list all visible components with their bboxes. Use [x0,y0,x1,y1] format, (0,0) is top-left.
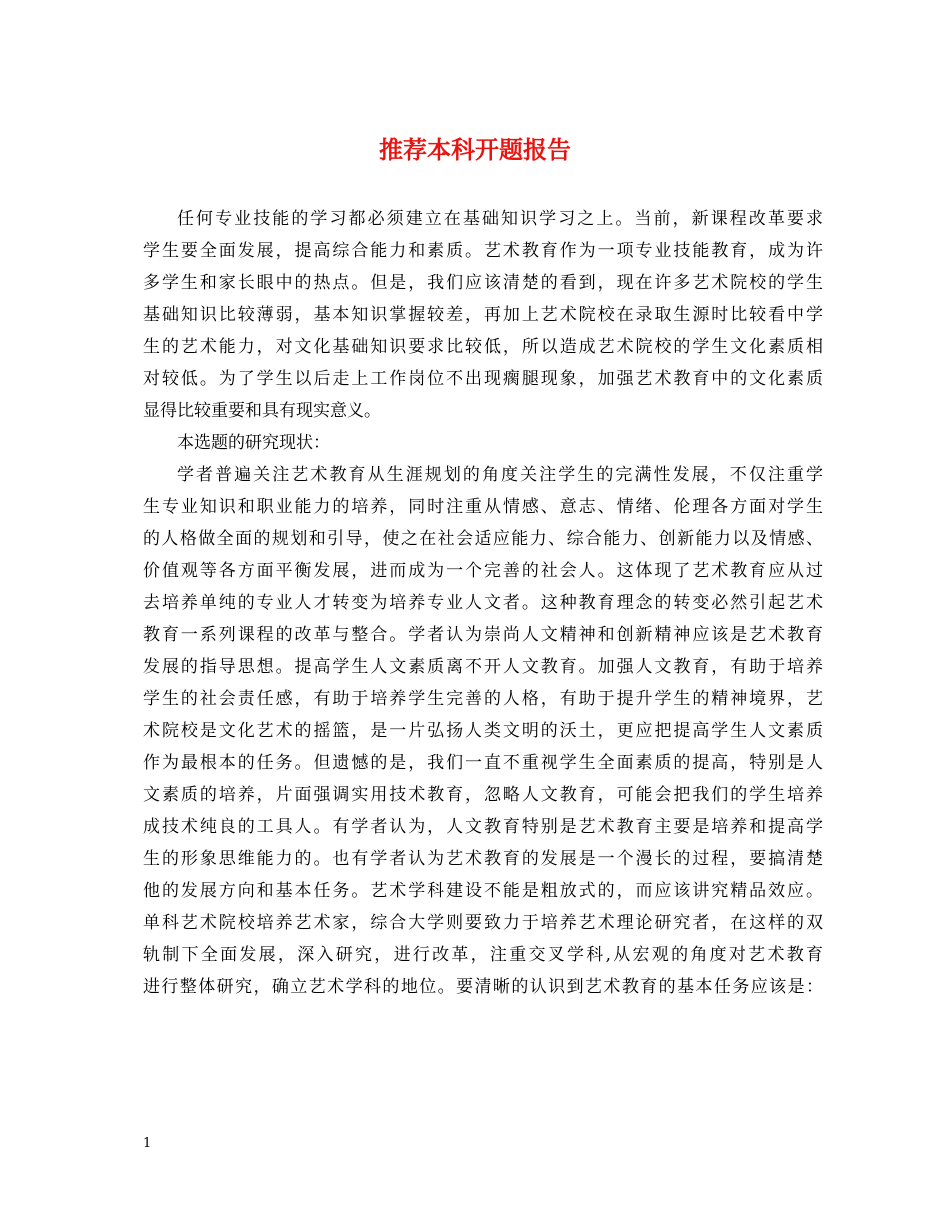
document-title: 推荐本科开题报告 [379,135,571,164]
paragraph-line: 他的发展方向和基本任务。艺术学科建设不能是粗放式的，而应该讲究精品效应。 [143,881,823,901]
paragraph-line: 术院校是文化艺术的摇篮，是一片弘扬人类文明的沃土，更应把提高学生人文素质 [143,721,823,741]
paragraph-line: 生的艺术能力，对文化基础知识要求比较低，所以造成艺术院校的学生文化素质相 [143,337,823,357]
paragraph-line: 基础知识比较薄弱，基本知识掌握较差，再加上艺术院校在录取生源时比较看中学 [143,305,823,325]
paragraph-line: 价值观等各方面平衡发展，进而成为一个完善的社会人。这体现了艺术教育应从过 [143,561,823,581]
paragraph-line: 单科艺术院校培养艺术家，综合大学则要致力于培养艺术理论研究者，在这样的双 [143,913,823,933]
paragraph-line: 发展的指导思想。提高学生人文素质离不开人文教育。加强人文教育，有助于培养 [143,657,823,677]
paragraph-line: 去培养单纯的专业人才转变为培养专业人文者。这种教育理念的转变必然引起艺术 [143,593,823,613]
paragraph-line: 教育一系列课程的改革与整合。学者认为崇尚人文精神和创新精神应该是艺术教育 [143,625,823,645]
paragraph-line: 进行整体研究，确立艺术学科的地位。要清晰的认识到艺术教育的基本任务应该是： [143,977,823,997]
paragraph-line: 成技术纯良的工具人。有学者认为，人文教育特别是艺术教育主要是培养和提高学 [143,817,823,837]
section-heading-line: 本选题的研究现状： [177,433,330,453]
paragraph-line: 文素质的培养，片面强调实用技术教育，忽略人文教育，可能会把我们的学生培养 [143,785,823,805]
paragraph-line: 多学生和家长眼中的热点。但是，我们应该清楚的看到，现在许多艺术院校的学生 [143,273,823,293]
paragraph-line: 任何专业技能的学习都必须建立在基础知识学习之上。当前，新课程改革要求 [177,209,823,229]
paragraph-line: 生的形象思维能力的。也有学者认为艺术教育的发展是一个漫长的过程，要搞清楚 [143,849,823,869]
paragraph-line: 的人格做全面的规划和引导，使之在社会适应能力、综合能力、创新能力以及情感、 [143,529,823,549]
page-number: 1 [143,1136,152,1151]
paragraph-line: 显得比较重要和具有现实意义。 [143,401,381,421]
paragraph-line: 轨制下全面发展，深入研究，进行改革，注重交叉学科,从宏观的角度对艺术教育 [143,945,823,965]
paragraph-line: 学者普遍关注艺术教育从生涯规划的角度关注学生的完满性发展，不仅注重学 [177,465,823,485]
paragraph-line: 学生要全面发展，提高综合能力和素质。艺术教育作为一项专业技能教育，成为许 [143,241,823,261]
document-body [143,203,823,1003]
paragraph-line: 对较低。为了学生以后走上工作岗位不出现瘸腿现象，加强艺术教育中的文化素质 [143,369,823,389]
paragraph-line: 学生的社会责任感，有助于培养学生完善的人格，有助于提升学生的精神境界，艺 [143,689,823,709]
paragraph-line: 生专业知识和职业能力的培养，同时注重从情感、意志、情绪、伦理各方面对学生 [143,497,823,517]
paragraph-line: 作为最根本的任务。但遗憾的是，我们一直不重视学生全面素质的提高，特别是人 [143,753,823,773]
